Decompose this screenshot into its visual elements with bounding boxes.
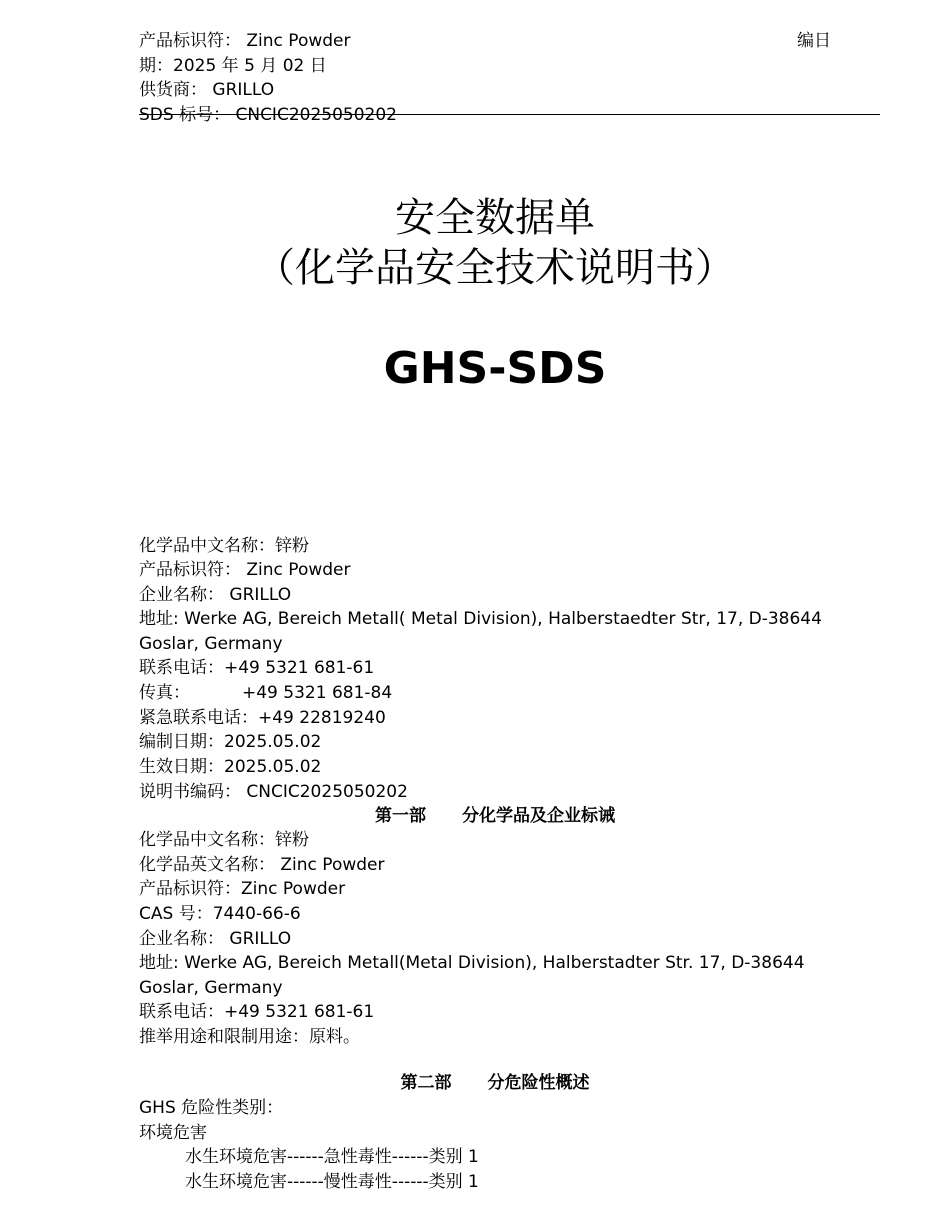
section2-part: 第二部 [400, 1073, 452, 1093]
cover-compiled-date: 编制日期：2025.05.02 [139, 732, 322, 752]
s1-usage: 推举用途和限制用途：原料。 [139, 1027, 360, 1047]
title-ghs-sds: GHS-SDS [383, 343, 607, 394]
cover-fax-value: +49 5321 681-84 [242, 683, 393, 703]
header-sds-number: SDS 标号： CNCIC2025050202 [139, 105, 397, 125]
section2-title: 分危险性概述 [487, 1073, 590, 1093]
header-date: 期：2025 年 5 月 02 日 [139, 56, 327, 76]
s1-address-line2: Goslar, Germany [139, 978, 283, 998]
s2-ghs-class: GHS 危险性类别： [139, 1098, 284, 1118]
section1-part: 第一部 [375, 806, 426, 826]
cover-fax [139, 681, 392, 705]
title-subtitle: （化学品安全技术说明书） [255, 245, 735, 291]
header-supplier: 供货商： GRILLO [139, 80, 275, 100]
header-divider [139, 114, 880, 115]
section1-title: 分化学品及企业标诫 [462, 806, 615, 826]
cover-fax-label: 传真： [139, 683, 190, 703]
s1-address-line1: 地址: Werke AG, Bereich Metall(Metal Division), Halberstadter Str. 17, D-38644 [139, 953, 805, 973]
cover-effective-date: 生效日期：2025.05.02 [139, 757, 322, 777]
s1-product-id: 产品标识符：Zinc Powder [139, 879, 346, 899]
s1-en-name: 化学品英文名称： Zinc Powder [139, 855, 385, 875]
s1-cn-name: 化学品中文名称：锌粉 [139, 830, 309, 850]
s2-hazard-chronic: 水生环境危害------慢性毒性------类别 1 [185, 1172, 479, 1192]
cover-phone: 联系电话：+49 5321 681-61 [139, 658, 375, 678]
s1-cas-number: CAS 号：7440-66-6 [139, 904, 301, 924]
cover-emergency-phone: 紧急联系电话：+49 22819240 [139, 708, 386, 728]
cover-product-id: 产品标识符： Zinc Powder [139, 560, 351, 580]
cover-company: 企业名称： GRILLO [139, 585, 292, 605]
section1-heading [0, 804, 950, 828]
s1-company: 企业名称： GRILLO [139, 929, 292, 949]
s2-hazard-acute: 水生环境危害------急性毒性------类别 1 [185, 1147, 479, 1167]
cover-cn-name: 化学品中文名称：锌粉 [139, 536, 309, 556]
cover-address-line2: Goslar, Germany [139, 634, 283, 654]
title-sds: 安全数据单 [395, 195, 595, 241]
section2-heading [0, 1071, 950, 1095]
header-product-id: 产品标识符： Zinc Powder [139, 31, 351, 51]
s1-phone: 联系电话：+49 5321 681-61 [139, 1002, 375, 1022]
cover-address-line1: 地址: Werke AG, Bereich Metall( Metal Division), Halberstaedter Str, 17, D-38644 [139, 609, 822, 629]
s2-env-hazard: 环境危害 [139, 1123, 207, 1143]
cover-doc-code: 说明书编码： CNCIC2025050202 [139, 782, 408, 802]
header-date-label: 编日 [797, 31, 831, 51]
